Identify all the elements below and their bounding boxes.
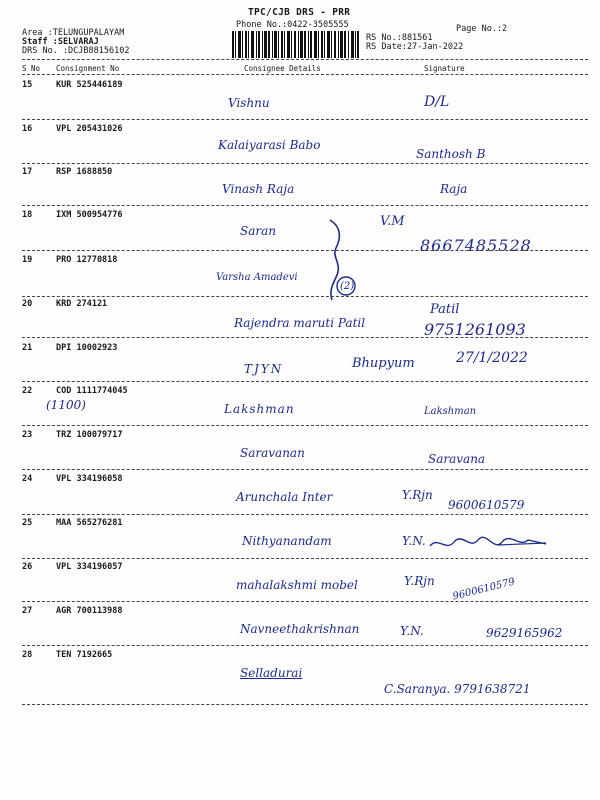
sheet-title: TPC/CJB DRS - PRR bbox=[248, 7, 351, 18]
row-consignee: Nithyanandam bbox=[242, 534, 332, 548]
row-consignee: mahalakshmi mobel bbox=[236, 578, 358, 592]
phone-number: Phone No.:0422-3505555 bbox=[236, 20, 349, 30]
row-consignee: Arunchala Inter bbox=[236, 490, 333, 504]
row-consignee: Vinash Raja bbox=[222, 182, 295, 196]
row-sno: 23 bbox=[22, 430, 33, 440]
row-divider bbox=[22, 514, 588, 515]
row-consignment: DPI 10002923 bbox=[56, 343, 118, 353]
row-sno: 20 bbox=[22, 299, 33, 309]
row-consignee: TJYN bbox=[244, 362, 284, 376]
row-signature: Santhosh B bbox=[416, 147, 486, 161]
rs-number: RS No.:881561 bbox=[366, 33, 433, 43]
row-signature: Y.N. bbox=[402, 534, 426, 548]
row-divider bbox=[22, 704, 588, 705]
signature-scrawl: Patil bbox=[430, 302, 460, 317]
header-bottom-rule bbox=[22, 74, 588, 75]
col-consignee: Consignee Details bbox=[244, 64, 321, 73]
row-divider bbox=[22, 425, 588, 426]
row-signature: D/L bbox=[424, 94, 450, 110]
row-divider bbox=[22, 205, 588, 206]
signature-scrawl: Y.Rjn bbox=[404, 574, 435, 588]
row-consignment: KUR 525446189 bbox=[56, 80, 123, 90]
signature-scrawl: Bhupyum bbox=[352, 356, 415, 371]
row-consignee: Rajendra maruti Patil bbox=[234, 316, 366, 330]
row-consignee: Saran bbox=[240, 224, 276, 238]
signature-scrawl: Y.N. bbox=[400, 624, 424, 638]
row-sno: 18 bbox=[22, 210, 33, 220]
row-signature: 9629165962 bbox=[486, 626, 563, 640]
signature-scrawl: Y.Rjn bbox=[402, 488, 433, 502]
row-sno: 27 bbox=[22, 606, 33, 616]
area-label: Area :TELUNGUPALAYAM bbox=[22, 28, 125, 38]
row-signature: C.Saranya. 9791638721 bbox=[384, 682, 531, 696]
cod-amount-note: (1100) bbox=[46, 398, 86, 412]
row-consignment: MAA 565276281 bbox=[56, 518, 123, 528]
header-top-rule bbox=[22, 59, 588, 60]
row-consignee: Varsha Amadevi bbox=[216, 272, 298, 283]
row-sno: 15 bbox=[22, 80, 33, 90]
rs-date: RS Date:27-Jan-2022 bbox=[366, 42, 464, 52]
row-signature: Lakshman bbox=[424, 406, 477, 417]
row-sno: 24 bbox=[22, 474, 33, 484]
row-divider bbox=[22, 119, 588, 120]
row-signature: (2) bbox=[340, 281, 355, 292]
row-consignment: TEN 7192665 bbox=[56, 650, 113, 660]
row-divider bbox=[22, 601, 588, 602]
row-divider bbox=[22, 296, 588, 297]
bracket-ink-mark bbox=[320, 216, 360, 306]
row-consignment: RSP 1688850 bbox=[56, 167, 113, 177]
barcode-image bbox=[232, 31, 360, 58]
row-consignee: Kalaiyarasi Babo bbox=[218, 138, 321, 152]
row-consignee: Navneethakrishnan bbox=[240, 622, 360, 636]
row-divider bbox=[22, 645, 588, 646]
row-divider bbox=[22, 337, 588, 338]
row-divider bbox=[22, 381, 588, 382]
row-consignee: Selladurai bbox=[240, 666, 303, 680]
row-signature: 8667485528 bbox=[420, 236, 532, 255]
page-number: Page No.:2 bbox=[456, 24, 508, 34]
row-divider bbox=[22, 250, 588, 251]
row-signature: 9600610579 bbox=[448, 498, 525, 512]
row-signature: Raja bbox=[440, 182, 468, 196]
row-sno: 22 bbox=[22, 386, 33, 396]
row-consignment: TRZ 100079717 bbox=[56, 430, 123, 440]
row-sno: 26 bbox=[22, 562, 33, 572]
col-sno: S No bbox=[22, 64, 41, 73]
row-consignment: AGR 700113988 bbox=[56, 606, 123, 616]
row-divider bbox=[22, 163, 588, 164]
row-consignment: KRD 274121 bbox=[56, 299, 108, 309]
row-signature: 9600610579 bbox=[451, 576, 517, 603]
row-sno: 16 bbox=[22, 124, 33, 134]
row-consignment: VPL 334196058 bbox=[56, 474, 123, 484]
row-divider bbox=[22, 469, 588, 470]
signature-scrawl: V.M bbox=[380, 214, 405, 229]
row-sno: 21 bbox=[22, 343, 33, 353]
row-divider bbox=[22, 558, 588, 559]
staff-label: Staff :SELVARAJ bbox=[22, 37, 99, 47]
row-signature: 9751261093 bbox=[424, 320, 526, 339]
signature-scribble bbox=[428, 534, 548, 554]
row-consignment: VPL 205431026 bbox=[56, 124, 123, 134]
row-sno: 17 bbox=[22, 167, 33, 177]
row-signature: 27/1/2022 bbox=[456, 350, 528, 366]
row-consignment: IXM 500954776 bbox=[56, 210, 123, 220]
row-signature: Saravana bbox=[428, 452, 486, 466]
row-consignee: Lakshman bbox=[224, 402, 295, 416]
col-consignment: Consignment No bbox=[56, 64, 120, 73]
row-sno: 19 bbox=[22, 255, 33, 265]
row-consignee: Vishnu bbox=[228, 96, 270, 110]
drs-number: DRS No. :DCJB88156102 bbox=[22, 46, 130, 56]
row-consignment: VPL 334196057 bbox=[56, 562, 123, 572]
row-sno: 25 bbox=[22, 518, 33, 528]
row-consignee: Saravanan bbox=[240, 446, 305, 460]
row-consignment: PRO 12770818 bbox=[56, 255, 118, 265]
row-sno: 28 bbox=[22, 650, 33, 660]
row-consignment: COD 1111774045 bbox=[56, 386, 128, 396]
col-signature: Signature bbox=[424, 64, 465, 73]
